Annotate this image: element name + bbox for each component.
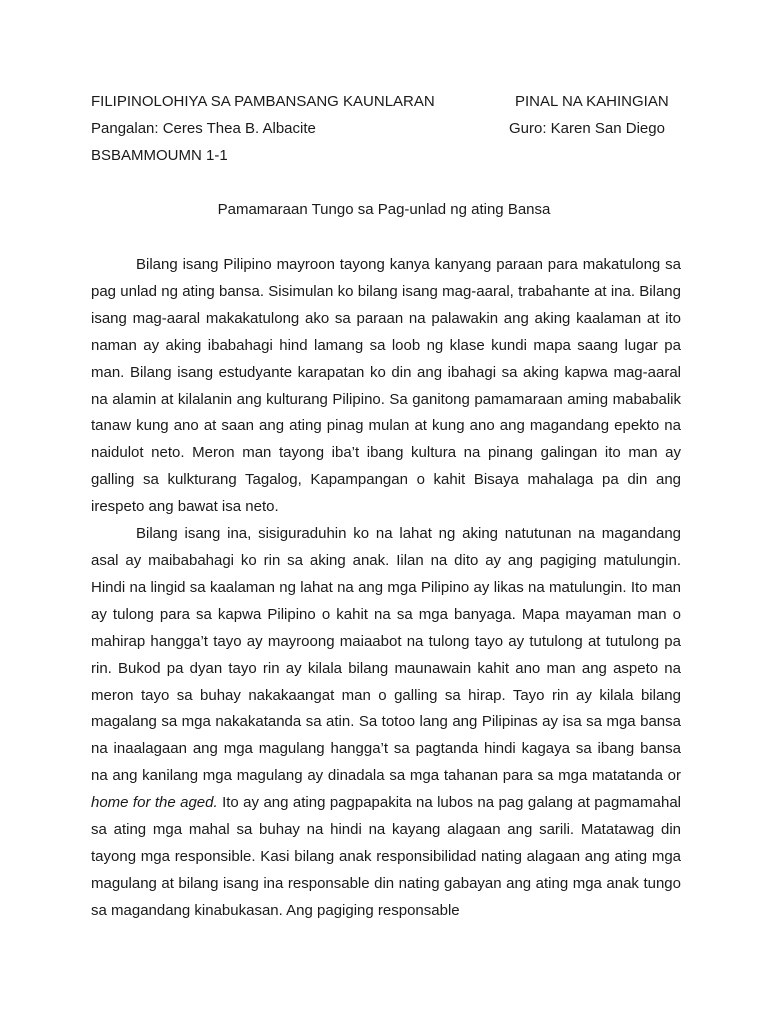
student-name: Pangalan: Ceres Thea B. Albacite [91, 120, 316, 137]
section-code: BSBAMMOUMN 1-1 [91, 147, 228, 164]
paragraph-2-italic-phrase: home for the aged. [91, 794, 218, 812]
paragraph-2-text-b: Ito ay ang ating pagpapakita na lubos na pag galang at pagmamahal sa ating mga mahal sa buhay na hindi na kayang alagaan ang sarili. Matatawag din tayong mga responsible. Kasi bilang anak responsibilidad nating alagaan ang ating mga magulang at bilang isang ina responsable din nating gabayan ang ating mga anak tungo sa magandang kinabukasan. Ang pagiging responsable [91, 794, 682, 919]
header-row-names [91, 119, 681, 139]
paragraph-2-text-a: Bilang isang ina, sisiguraduhin ko na lahat ng aking natutunan na magandang asal ay maibabahagi ko rin sa aking anak. Iilan na dito ay ang pagiging matulungin. Hindi na lingid sa kaalaman ng lahat na ang mga Pilipino ay likas na matulungin. Ito man ay tulong para sa kapwa Pilipino o kahit na sa mga banyaga. Mapa mayaman man o mahirap hangga’t tayo ay mayroong maiaabot na tulong tayo ay tutulong at tutulong pa rin. Bukod pa dyan tayo rin ay kilala bilang maunawain kahit ano man ang aspeto na meron tayo sa buhay nakakaangat man o galling sa hirap. Tayo rin ay kilala bilang magalang sa mga nakakatanda sa atin. Sa totoo lang ang Pilipinas ay isa sa mga bansa na inaalagaan ang mga magulang hangga’t sa pagtanda hindi kagaya sa ibang bansa na ang kanilang mga magulang ay dinadala sa mga tahanan para sa mga matatanda or [91, 525, 681, 785]
teacher-name: Guro: Karen San Diego [509, 120, 665, 137]
requirement-label: PINAL NA KAHINGIAN [515, 93, 669, 110]
paragraph-2 [91, 521, 681, 925]
course-title: FILIPINOLOHIYA SA PAMBANSANG KAUNLARAN [91, 93, 435, 110]
header-row-section [91, 146, 681, 166]
essay-body [91, 252, 681, 925]
essay-title: Pamamaraan Tungo sa Pag-unlad ng ating Bansa [217, 201, 551, 218]
paragraph-1: Bilang isang Pilipino mayroon tayong kanya kanyang paraan para makatulong sa pag unlad ng ating bansa. Sisimulan ko bilang isang mag-aaral, trabahante at ina. Bilang isang mag-aaral makakatulong ako sa paraan na palawakin ang aking kaalaman at ito naman ay aking ibabahagi hind lamang sa loob ng klase kundi mapa saang lugar pa man. Bilang isang estudyante karapatan ko din ang ibahagi sa aking kapwa mag-aaral na alamin at kilalanin ang kulturang Pilipino. Sa ganitong pamamaraan aming mababalik tanaw kung ano at saan ang ating pinag mulan at kung ano ang magandang epekto na naidulot neto. Meron man tayong iba’t ibang kultura na pinang galingan ito man ay galling sa kulkturang Tagalog, Kapampangan o kahit Bisaya mahalaga pa din ang irespeto ang bawat isa neto. [91, 256, 681, 516]
header-row-course [91, 92, 681, 112]
